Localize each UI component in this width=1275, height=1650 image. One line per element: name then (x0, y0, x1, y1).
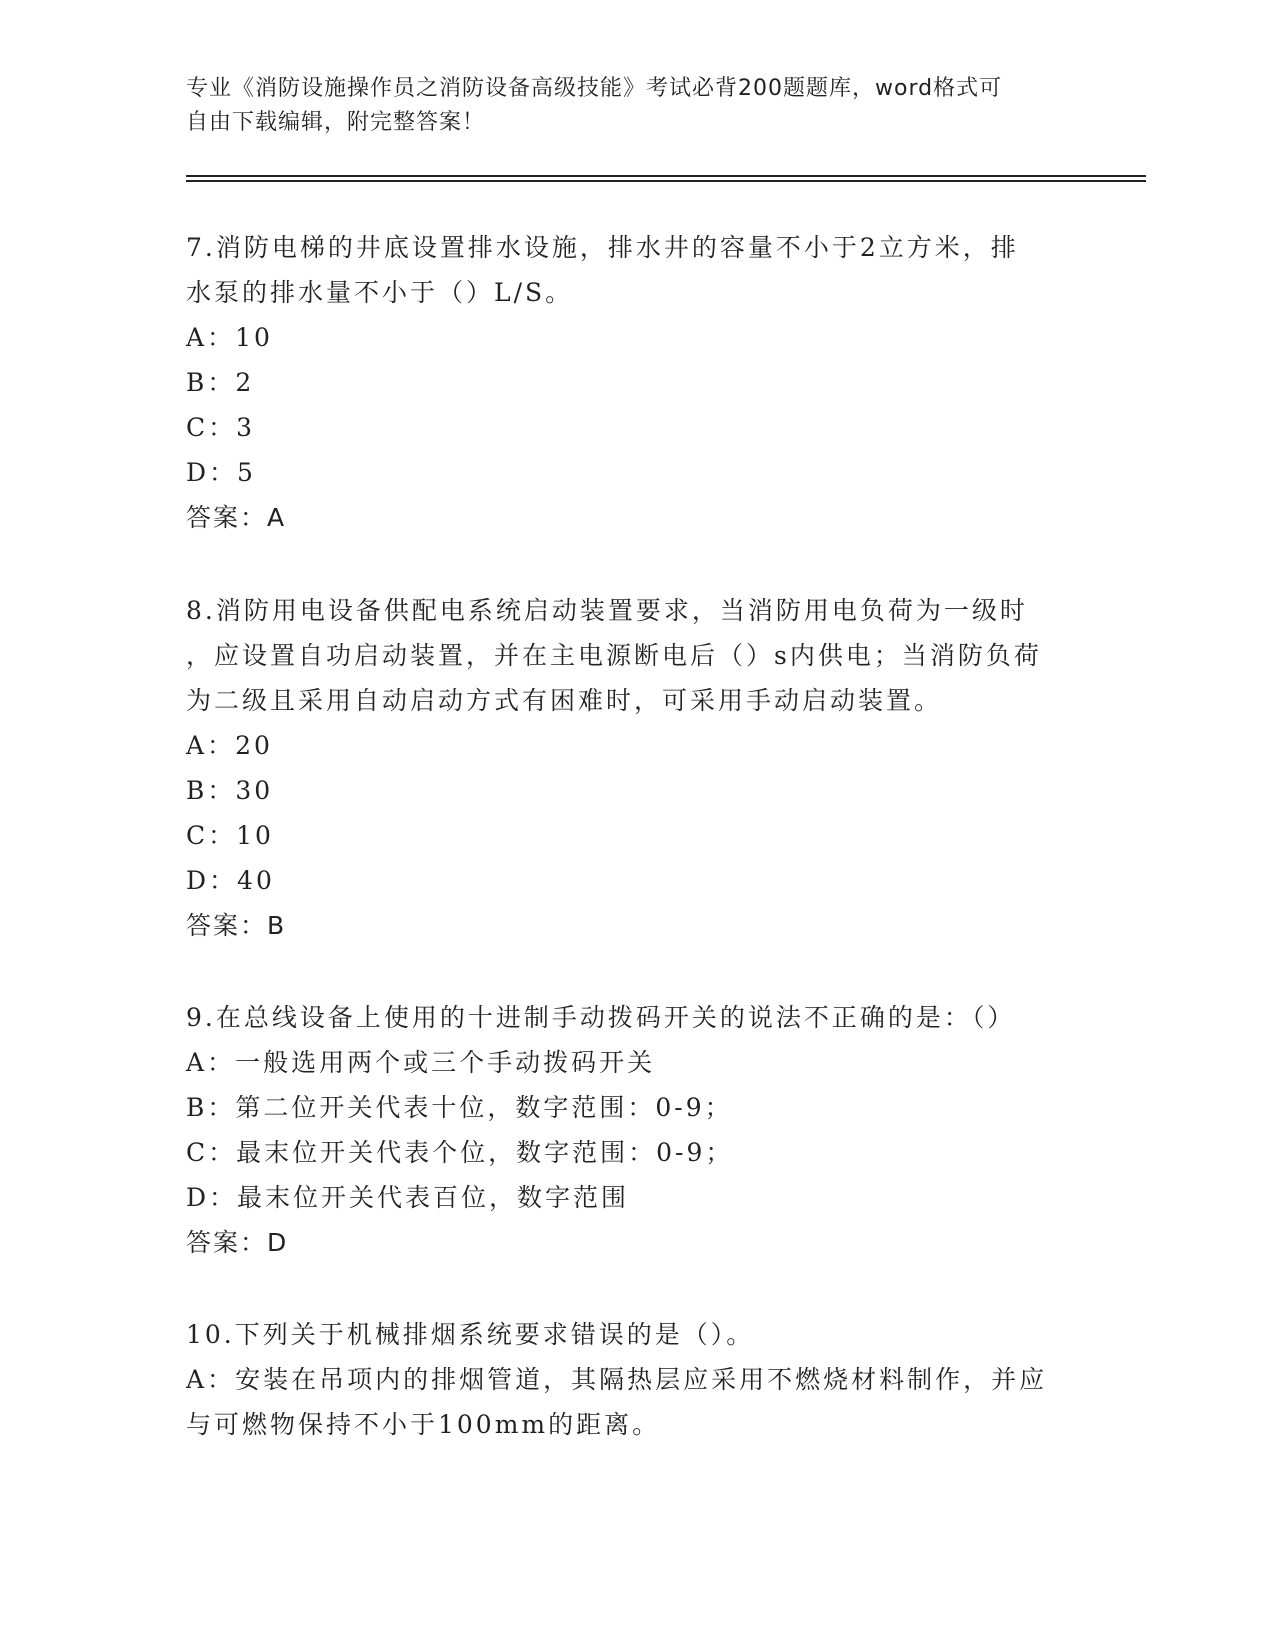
question-stem-line: 为二级且采用自动启动方式有困难时，可采用手动启动装置。 (186, 686, 943, 715)
option-a (186, 1357, 1106, 1402)
header-divider-top (186, 175, 1146, 177)
question-7 (186, 225, 1106, 540)
option-letter: A： (186, 1048, 236, 1077)
option-c (186, 813, 1106, 858)
option-text: 5 (237, 458, 256, 487)
document-header (186, 72, 1086, 140)
option-letter: D： (186, 866, 238, 895)
answer-line: 答案：D (186, 1228, 289, 1257)
option-text: 最末位开关代表个位，数字范围：0-9； (236, 1138, 734, 1167)
option-d (186, 450, 1106, 495)
question-stem-line: 10.下列关于机械排烟系统要求错误的是（）。 (186, 1320, 755, 1349)
option-letter: C： (186, 413, 237, 442)
option-letter: D： (186, 458, 238, 487)
option-text: 10 (235, 323, 273, 352)
option-text: 与可燃物保持不小于100mm的距离。 (186, 1410, 661, 1439)
option-a-continued (186, 1402, 1106, 1447)
option-letter: B： (186, 776, 236, 805)
option-b (186, 1085, 1106, 1130)
question-9 (186, 995, 1106, 1265)
option-text: 30 (235, 776, 274, 805)
question-10 (186, 1312, 1106, 1447)
option-letter: C： (186, 1138, 237, 1167)
option-text: 安装在吊项内的排烟管道，其隔热层应采用不燃烧材料制作，并应 (235, 1365, 1048, 1394)
option-text: 3 (236, 413, 256, 442)
option-d (186, 1175, 1106, 1220)
header-line-2: 自由下载编辑，附完整答案！ (186, 110, 486, 135)
option-d (186, 858, 1106, 903)
option-a (186, 1040, 1106, 1085)
option-c (186, 405, 1106, 450)
option-text: 第二位开关代表十位，数字范围：0-9； (235, 1093, 733, 1122)
option-letter: B： (186, 368, 236, 397)
question-stem-line: 8.消防用电设备供配电系统启动装置要求，当消防用电负荷为一级时 (186, 596, 1028, 625)
option-text: 2 (235, 368, 255, 397)
header-line-1: 专业《消防设施操作员之消防设备高级技能》考试必背200题题库，word格式可 (186, 76, 1003, 101)
option-text: 20 (235, 731, 273, 760)
option-text: 一般选用两个或三个手动拨码开关 (235, 1048, 656, 1077)
question-stem-line: 9.在总线设备上使用的十进制手动拨码开关的说法不正确的是：（） (186, 1003, 1016, 1032)
option-letter: C： (186, 821, 237, 850)
option-text: 最末位开关代表百位，数字范围 (237, 1183, 630, 1212)
option-letter: A： (186, 731, 236, 760)
option-letter: A： (186, 1365, 236, 1394)
question-stem-line: 7.消防电梯的井底设置排水设施，排水井的容量不小于2立方米，排 (186, 233, 1019, 262)
question-8 (186, 588, 1106, 948)
option-b (186, 768, 1106, 813)
question-stem-line: 水泵的排水量不小于（）L/S。 (186, 278, 574, 307)
header-divider-bottom (186, 180, 1146, 182)
option-text: 40 (237, 866, 275, 895)
option-letter: A： (186, 323, 236, 352)
question-stem-line: ，应设置自功启动装置，并在主电源断电后（）s内供电；当消防负荷 (186, 641, 1042, 670)
option-a (186, 723, 1106, 768)
option-a (186, 315, 1106, 360)
option-b (186, 360, 1106, 405)
option-letter: B： (186, 1093, 236, 1122)
option-c (186, 1130, 1106, 1175)
answer-line: 答案：B (186, 911, 287, 940)
option-letter: D： (186, 1183, 238, 1212)
answer-line: 答案：A (186, 503, 287, 532)
option-text: 10 (236, 821, 274, 850)
